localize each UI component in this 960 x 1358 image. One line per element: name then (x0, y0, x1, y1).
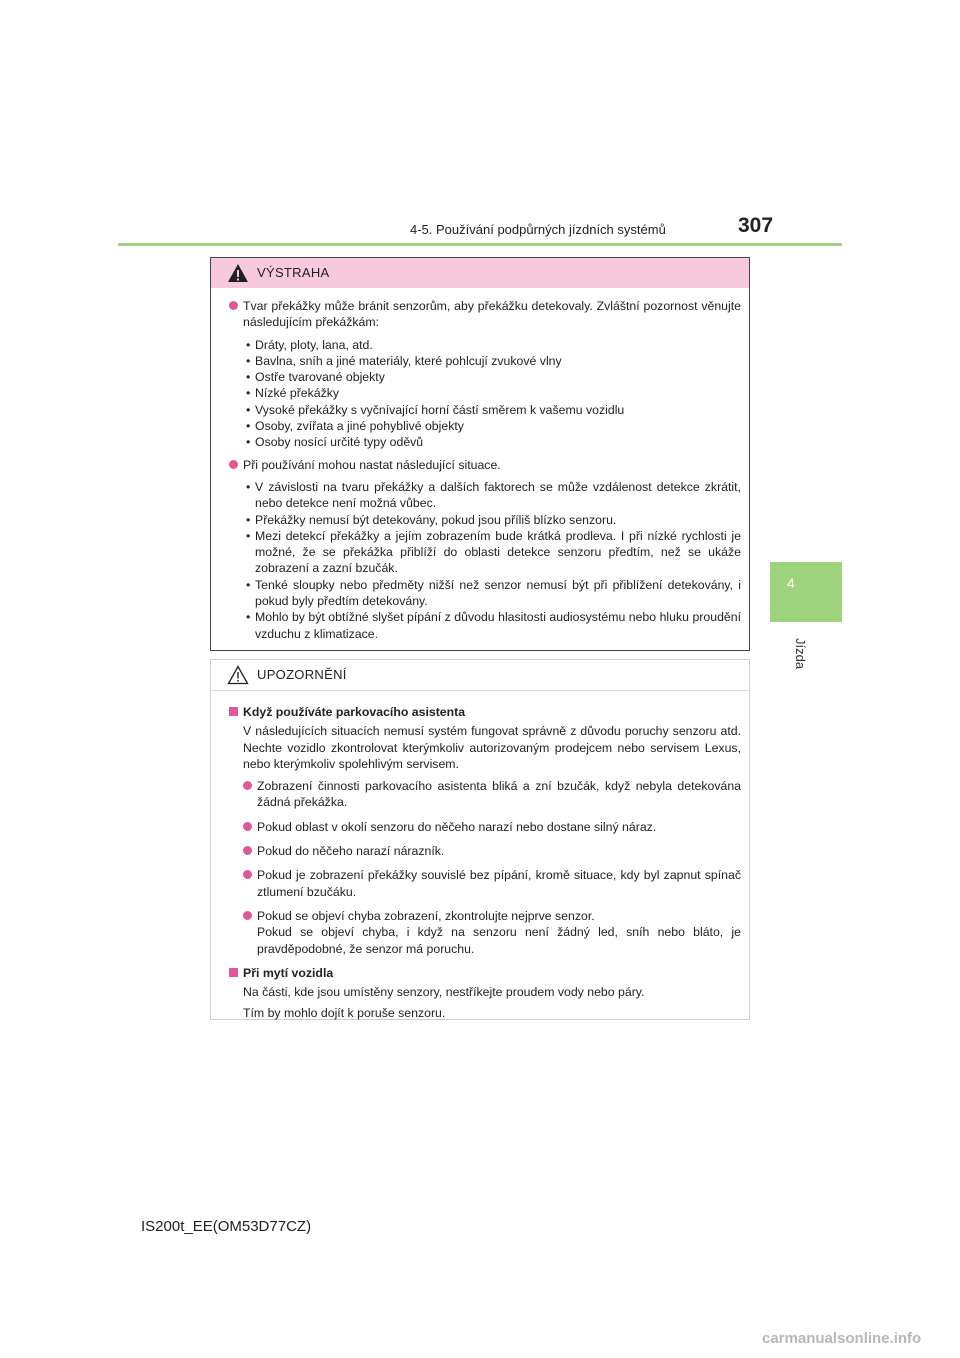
warning-header (211, 258, 749, 288)
square-bullet-icon (229, 707, 238, 716)
caution-section-title: Když používáte parkovacího asistenta (229, 704, 741, 720)
list-item: • Mohlo by být obtížné slyšet pípání z důvodu hlasitosti audiosystému nebo hluku proudění vzduchu z klimatizace. (246, 610, 741, 641)
caution-triangle-icon (227, 665, 249, 685)
warning-item-text: Při používání mohou nastat následující situace. (243, 457, 501, 472)
chapter-tab[interactable] (770, 562, 842, 622)
list-item: • Tenké sloupky nebo předměty nižší než senzor nemusí být při přiblížení detekovány, i pokud byly předtím detekovány. (246, 577, 741, 609)
header-divider (118, 243, 842, 246)
caution-item: Pokud se objeví chyba zobrazení, zkontrolujte nejprve senzor. Pokud se objeví chyba, i když na senzoru není žádný led, sníh nebo bláto, je pravděpodobné, že senzor má poruchu. (243, 908, 741, 957)
caution-box (210, 659, 750, 1020)
list-item: • Překážky nemusí být detekovány, pokud jsou příliš blízko senzoru. (246, 512, 617, 527)
chapter-tab-number: 4 (787, 575, 795, 591)
bullet-dot-icon (243, 822, 252, 831)
caution-item: Zobrazení činnosti parkovacího asistenta bliká a zní bzučák, když nebyla detekována žádná překážka. (243, 778, 741, 811)
warning-item (229, 298, 741, 331)
page-number: 307 (738, 214, 774, 237)
bullet-dot-icon (243, 781, 252, 790)
warning-item (229, 457, 741, 473)
list-item: • Vysoké překážky s vyčnívající horní částí směrem k vašemu vozidlu (246, 402, 625, 417)
caution-paragraph: Tím by mohlo dojít k poruše senzoru. (243, 1006, 446, 1021)
caution-item: Pokud oblast v okolí senzoru do něčeho narazí nebo dostane silný náraz. (243, 819, 741, 835)
warning-item-text: Tvar překážky může bránit senzorům, aby překážku detekovaly. Zvláštní pozornost věnujte následujícím překážkám: (243, 299, 741, 330)
caution-section-title: Při mytí vozidla (229, 965, 741, 981)
list-item: • Osoby, zvířata a jiné pohyblivé objekty (246, 419, 464, 434)
warning-triangle-icon (227, 263, 249, 283)
caution-paragraph: Na části, kde jsou umístěny senzory, nestříkejte proudem vody nebo páry. (243, 985, 645, 1000)
bullet-dot-icon (229, 460, 238, 469)
list-item: • V závislosti na tvaru překážky a dalších faktorech se může vzdálenost detekce zkrátit, nebo detekce není možná vůbec. (246, 479, 741, 511)
section-title: 4-5. Používání podpůrných jízdních systémů (410, 222, 666, 237)
list-item: • Mezi detekcí překážky a jejím zobrazením bude krátká prodleva. I při nízké rychlosti je možné, že se překážka přiblíží do oblasti detekce senzoru předtím, než se ukáže zobrazení a zazní bzučák. (246, 528, 741, 576)
bullet-dot-icon (229, 301, 238, 310)
caution-intro: V následujících situacích nemusí systém fungovat správně z důvodu poruchy senzoru atd. Nechte vozidlo zkontrolovat kterýmkoliv autorizovaným prodejcem nebo servisem Lexus, nebo kterýmkoliv spolehlivým servisem. (243, 724, 741, 771)
warning-sublist (229, 479, 741, 642)
warning-heading: VÝSTRAHA (257, 265, 330, 280)
list-item: • Nízké překážky (246, 386, 340, 401)
caution-item: Pokud do něčeho narazí nárazník. (243, 843, 741, 859)
list-item: • Bavlna, sníh a jiné materiály, které pohlcují zvukové vlny (246, 353, 562, 368)
list-item: • Dráty, ploty, lana, atd. (246, 337, 373, 352)
model-code: IS200t_EE(OM53D77CZ) (141, 1218, 312, 1235)
caution-item: Pokud je zobrazení překážky souvislé bez pípání, kromě situace, kdy byl zapnut spínač ztlumení bzučáku. (243, 867, 741, 900)
list-item: • Osoby nosící určité typy oděvů (246, 435, 424, 450)
list-item: • Ostře tvarované objekty (246, 370, 385, 385)
watermark: carmanualsonline.info (762, 1330, 922, 1347)
caution-header (211, 660, 749, 691)
chapter-label: Jízda (793, 638, 808, 670)
bullet-dot-icon (243, 870, 252, 879)
square-bullet-icon (229, 968, 238, 977)
bullet-dot-icon (243, 911, 252, 920)
warning-box (210, 257, 750, 651)
caution-heading: UPOZORNĚNÍ (257, 667, 347, 682)
warning-sublist (229, 337, 741, 451)
bullet-dot-icon (243, 846, 252, 855)
